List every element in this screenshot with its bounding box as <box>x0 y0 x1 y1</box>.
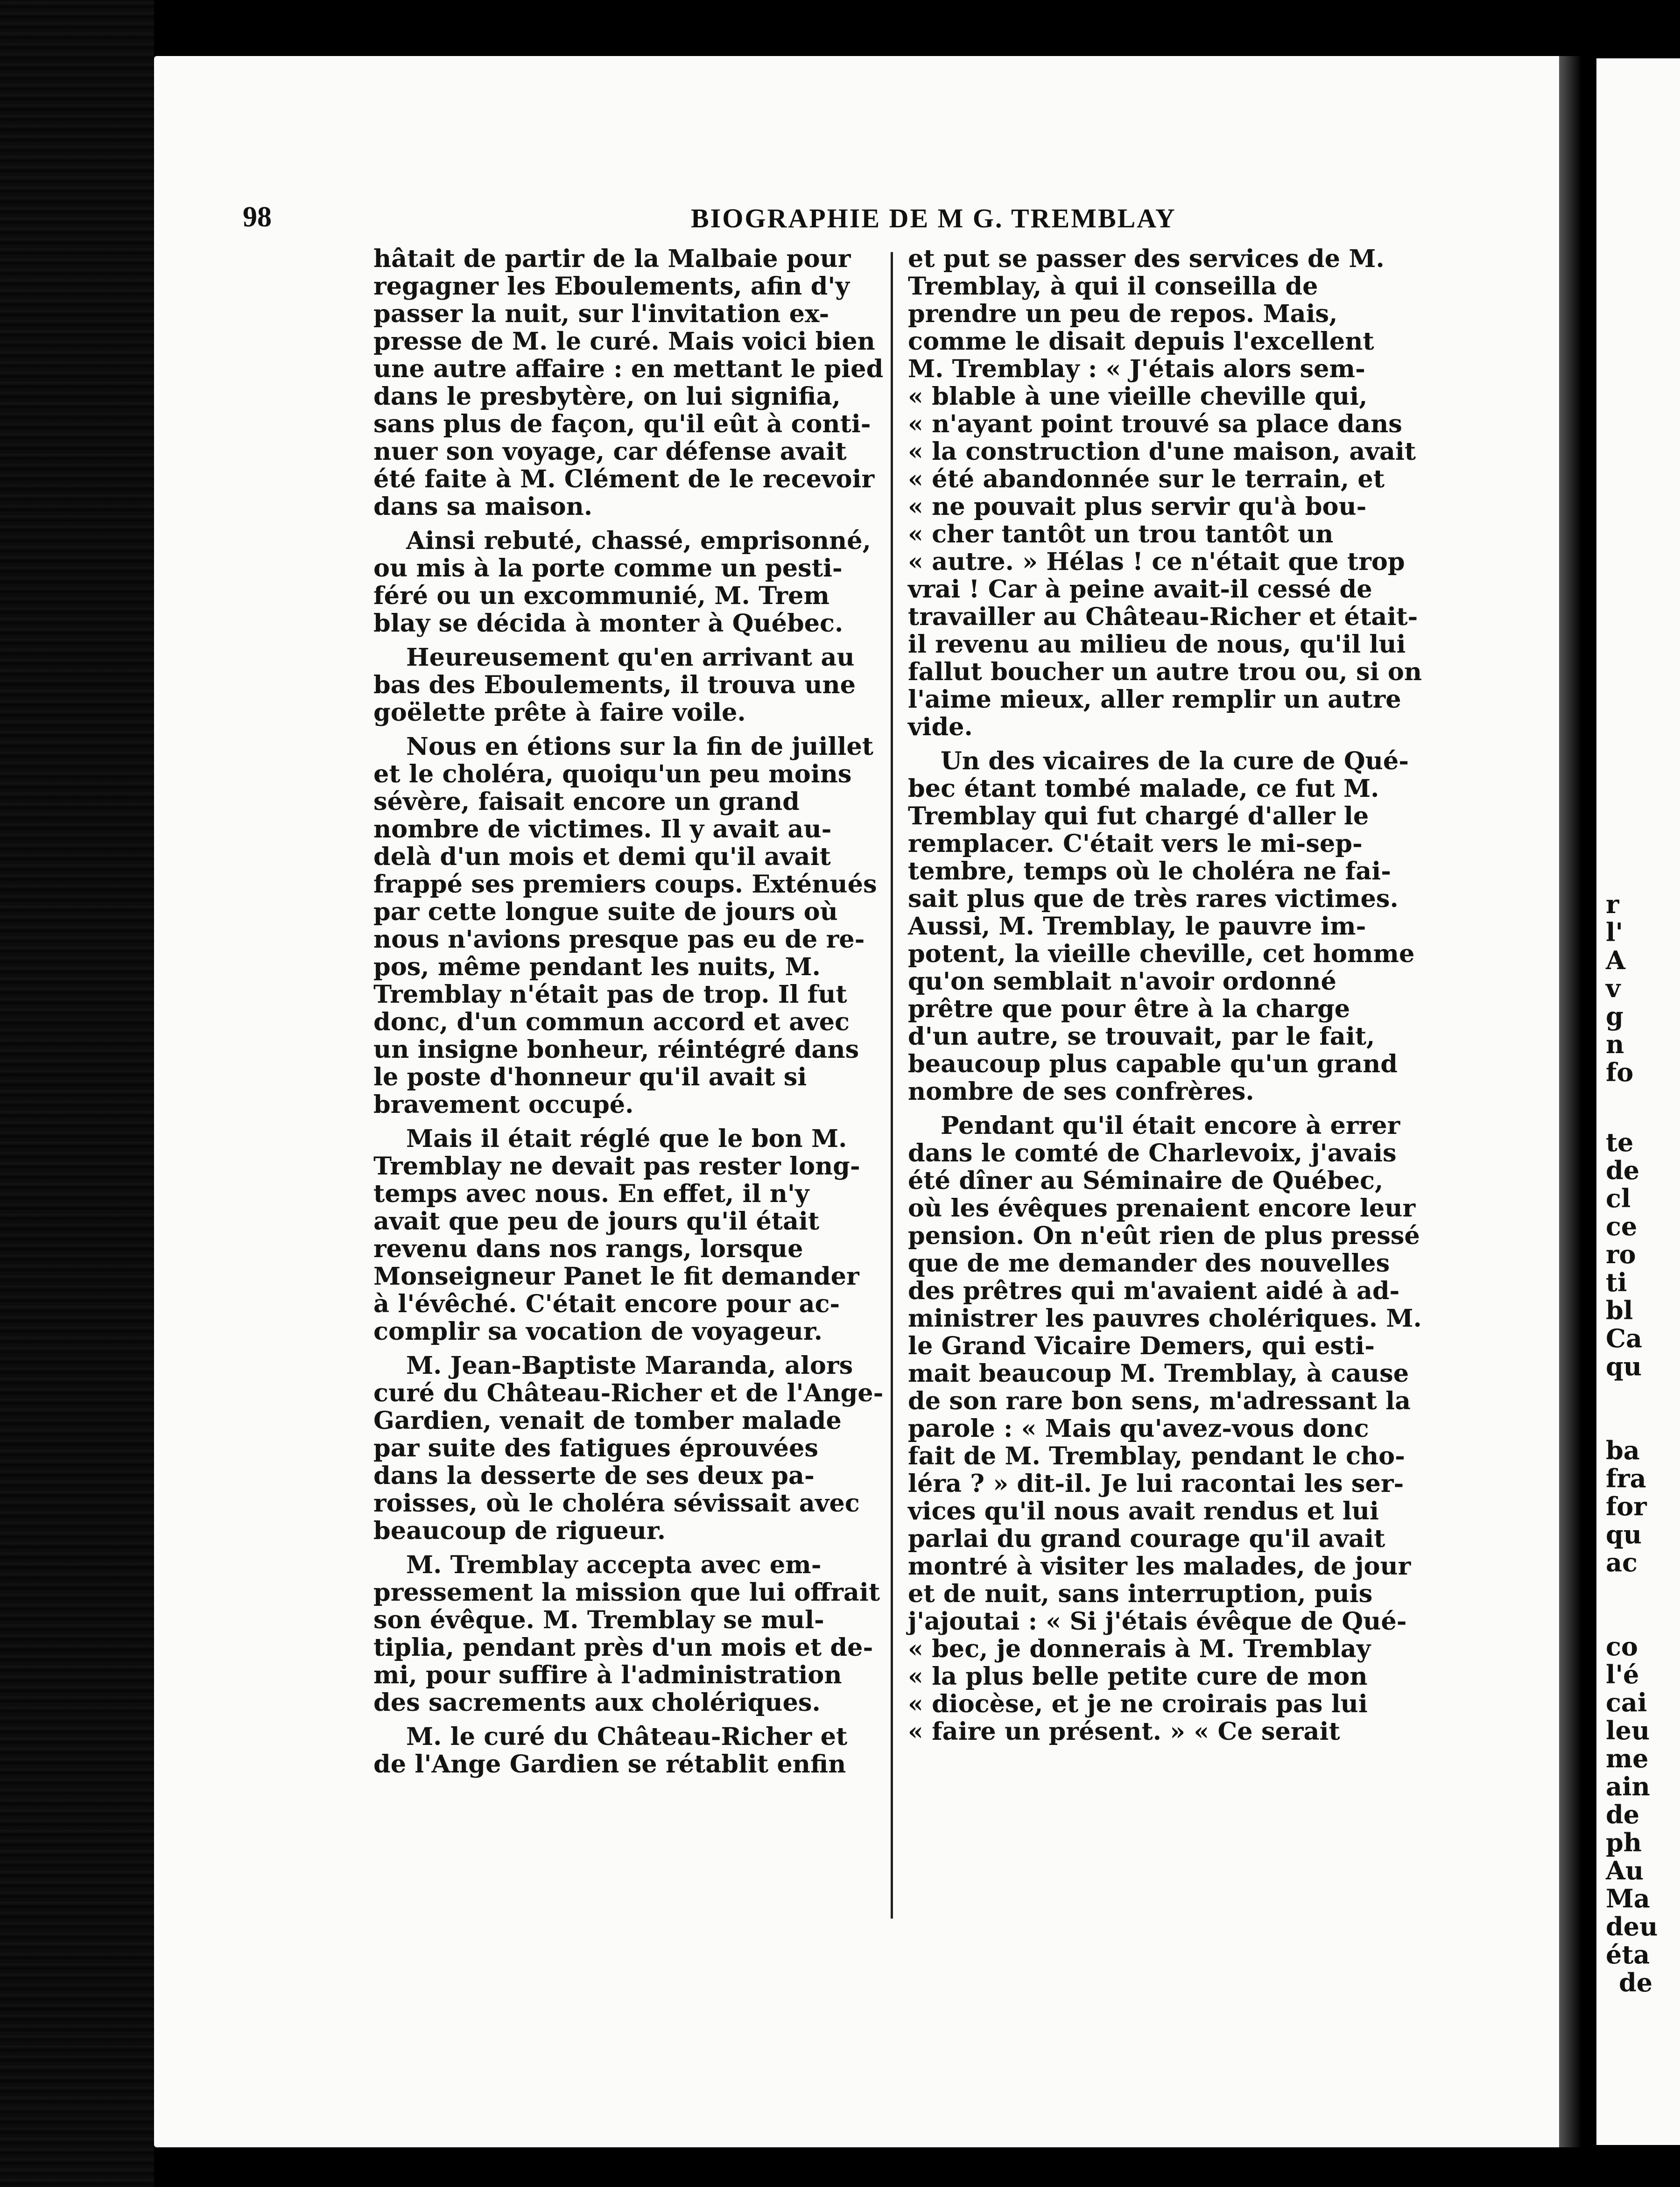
paragraph: Un des vicaires de la cure de Qué- bec étant tombé malade, ce fut M. Tremblay qui fut chargé d'aller le remplacer. C'était vers le mi-sep- tembre, temps où le choléra ne fai- sait plus que de très rares victimes. Aussi, M. Tremblay, le pauvre im- potent, la vieille cheville, cet homme qu'on semblait n'avoir ordonné prêtre que pour être à la charge d'un autre, se trouvait, par le fait, beaucoup plus capable qu'un grand nombre de ses confrères. <box>908 747 1415 1106</box>
paragraph: M. le curé du Château-Richer et de l'Ange Gardien se rétablit enfin <box>373 1723 848 1779</box>
adjacent-page-fragment: qu <box>1606 1351 1642 1381</box>
adjacent-page-fragment: for <box>1606 1491 1647 1521</box>
page-header <box>243 201 1428 238</box>
running-title: BIOGRAPHIE DE M G. TREMBLAY <box>691 203 1176 233</box>
adjacent-page-fragment: qu <box>1606 1519 1642 1549</box>
paragraph: et put se passer des services de M. Tremblay, à qui il conseilla de prendre un peu de repos. Mais, comme le disait depuis l'excellent M. Tremblay : « J'étais alors sem- « blable à une vieille cheville qui, « n'ayant point trouvé sa place dans « la construction d'une maison, avait « été abandonnée sur le terrain, et « ne pouvait plus servir qu'à bou- « cher tantôt un trou tantôt un « autre. » Hélas ! ce n'était que trop vrai ! Car à peine avait-il cessé de travailler au Château-Richer et était- il revenu au milieu de nous, qu'il lui fallut boucher un autre trou ou, si on l'aime mieux, aller remplir un autre vide. <box>908 245 1422 741</box>
adjacent-page-fragment: v <box>1606 973 1621 1003</box>
paragraph: Ainsi rebuté, chassé, emprisonné, ou mis à la porte comme un pesti- féré ou un excommunié, M. Trem blay se décida à monter à Québec. <box>373 527 871 638</box>
adjacent-page-fragment: cl <box>1606 1183 1631 1213</box>
adjacent-page-fragment: éta <box>1606 1940 1650 1969</box>
adjacent-page-fragment: Au <box>1606 1856 1644 1885</box>
adjacent-page-fragment: l'é <box>1606 1660 1639 1689</box>
adjacent-page-fragment: Ma <box>1606 1884 1650 1913</box>
adjacent-page-fragments <box>1596 58 1680 2145</box>
adjacent-page-fragment: ce <box>1606 1211 1638 1241</box>
left-text-column <box>373 245 901 1785</box>
paragraph: Heureusement qu'en arrivant au bas des Eboulements, il trouva une goëlette prête à faire voile. <box>373 643 856 727</box>
adjacent-page-fragment: deu <box>1606 1912 1658 1941</box>
paragraph: M. Tremblay accepta avec em- pressement la mission que lui offrait son évêque. M. Tremblay se mul- tiplia, pendant près d'un mois et de- mi, pour suffire à l'administration des sacrements aux cholériques. <box>373 1551 880 1717</box>
adjacent-page-fragment: ph <box>1606 1828 1642 1857</box>
paragraph: hâtait de partir de la Malbaie pour regagner les Eboulements, afin d'y passer la nuit, sur l'invitation ex- presse de M. le curé. Mais voici bien une autre affaire : en mettant le pied dans le presbytère, on lui signifia, sans plus de façon, qu'il eût à conti- nuer son voyage, car défense avait été faite à M. Clément de le recevoir dans sa maison. <box>373 245 884 521</box>
adjacent-page-fragment: A <box>1606 945 1625 975</box>
paragraph: Mais il était réglé que le bon M. Tremblay ne devait pas rester long- temps avec nous. En effet, il n'y avait que peu de jours qu'il était revenu dans nos rangs, lorsque Monseigneur Panet le fit demander à l'évêché. C'était encore pour ac- complir sa vocation de voyageur. <box>373 1125 860 1346</box>
adjacent-page-fragment: fra <box>1606 1463 1646 1493</box>
adjacent-page-fragment: me <box>1606 1744 1649 1773</box>
adjacent-page-fragment: de <box>1606 1800 1640 1829</box>
adjacent-page-fragment: de <box>1619 1968 1653 1997</box>
adjacent-page-fragment: ti <box>1606 1267 1627 1297</box>
paragraph: M. Jean-Baptiste Maranda, alors curé du Château-Richer et de l'Ange- Gardien, venait de tomber malade par suite des fatigues éprouvées dans la desserte de ses deux pa- roisses, où le choléra sévissait avec beaucoup de rigueur. <box>373 1351 884 1545</box>
adjacent-page-fragment: l' <box>1606 917 1624 947</box>
adjacent-page-fragment: ain <box>1606 1772 1650 1801</box>
paragraph: Pendant qu'il était encore à errer dans le comté de Charlevoix, j'avais été dîner au Séminaire de Québec, où les évêques prenaient encore leur pension. On n'eût rien de plus pressé que de me demander des nouvelles des prêtres qui m'avaient aidé à ad- ministrer les pauvres cholériques. M. le Grand Vicaire Demers, qui esti- mait beaucoup M. Tremblay, à cause de son rare bon sens, m'adressant la parole : « Mais qu'avez-vous donc fait de M. Tremblay, pendant le cho- léra ? » dit-il. Je lui racontai les ser- vices qu'il nous avait rendus et lui parlai du grand courage qu'il avait montré à visiter les malades, de jour et de nuit, sans interruption, puis j'ajoutai : « Si j'étais évêque de Qué- « bec, je donnerais à M. Tremblay « la plus belle petite cure de mon « diocèse, et je ne croirais pas lui « faire un présent. » « Ce serait <box>908 1111 1422 1746</box>
adjacent-page-edge <box>1596 58 1680 2145</box>
column-divider <box>891 252 893 1919</box>
adjacent-page-fragment: de <box>1606 1155 1640 1185</box>
page-number: 98 <box>243 201 272 233</box>
right-text-column <box>908 245 1435 1752</box>
adjacent-page-fragment: ro <box>1606 1239 1636 1269</box>
adjacent-page-fragment: Ca <box>1606 1323 1642 1353</box>
adjacent-page-fragment: cai <box>1606 1688 1647 1717</box>
adjacent-page-fragment: fo <box>1606 1057 1634 1087</box>
page-gutter-shadow <box>1559 56 1596 2147</box>
paragraph: Nous en étions sur la fin de juillet et le choléra, quoiqu'un peu moins sévère, faisait encore un grand nombre de victimes. Il y avait au- delà d'un mois et demi qu'il avait frappé ses premiers coups. Exténués par cette longue suite de jours où nous n'avions presque pas eu de re- pos, même pendant les nuits, M. Tremblay n'était pas de trop. Il fut donc, d'un commun accord et avec un insigne bonheur, réintégré dans le poste d'honneur qu'il avait si bravement occupé. <box>373 732 877 1119</box>
adjacent-page-fragment: bl <box>1606 1295 1633 1325</box>
adjacent-page-fragment: te <box>1606 1127 1634 1157</box>
adjacent-page-fragment: co <box>1606 1631 1638 1661</box>
adjacent-page-fragment: ba <box>1606 1435 1640 1465</box>
adjacent-page-fragment: ac <box>1606 1547 1638 1577</box>
scan-border <box>0 0 154 2187</box>
adjacent-page-fragment: leu <box>1606 1716 1650 1745</box>
adjacent-page-fragment: n <box>1606 1029 1624 1059</box>
adjacent-page-fragment: r <box>1606 889 1619 919</box>
adjacent-page-fragment: g <box>1606 1001 1624 1031</box>
